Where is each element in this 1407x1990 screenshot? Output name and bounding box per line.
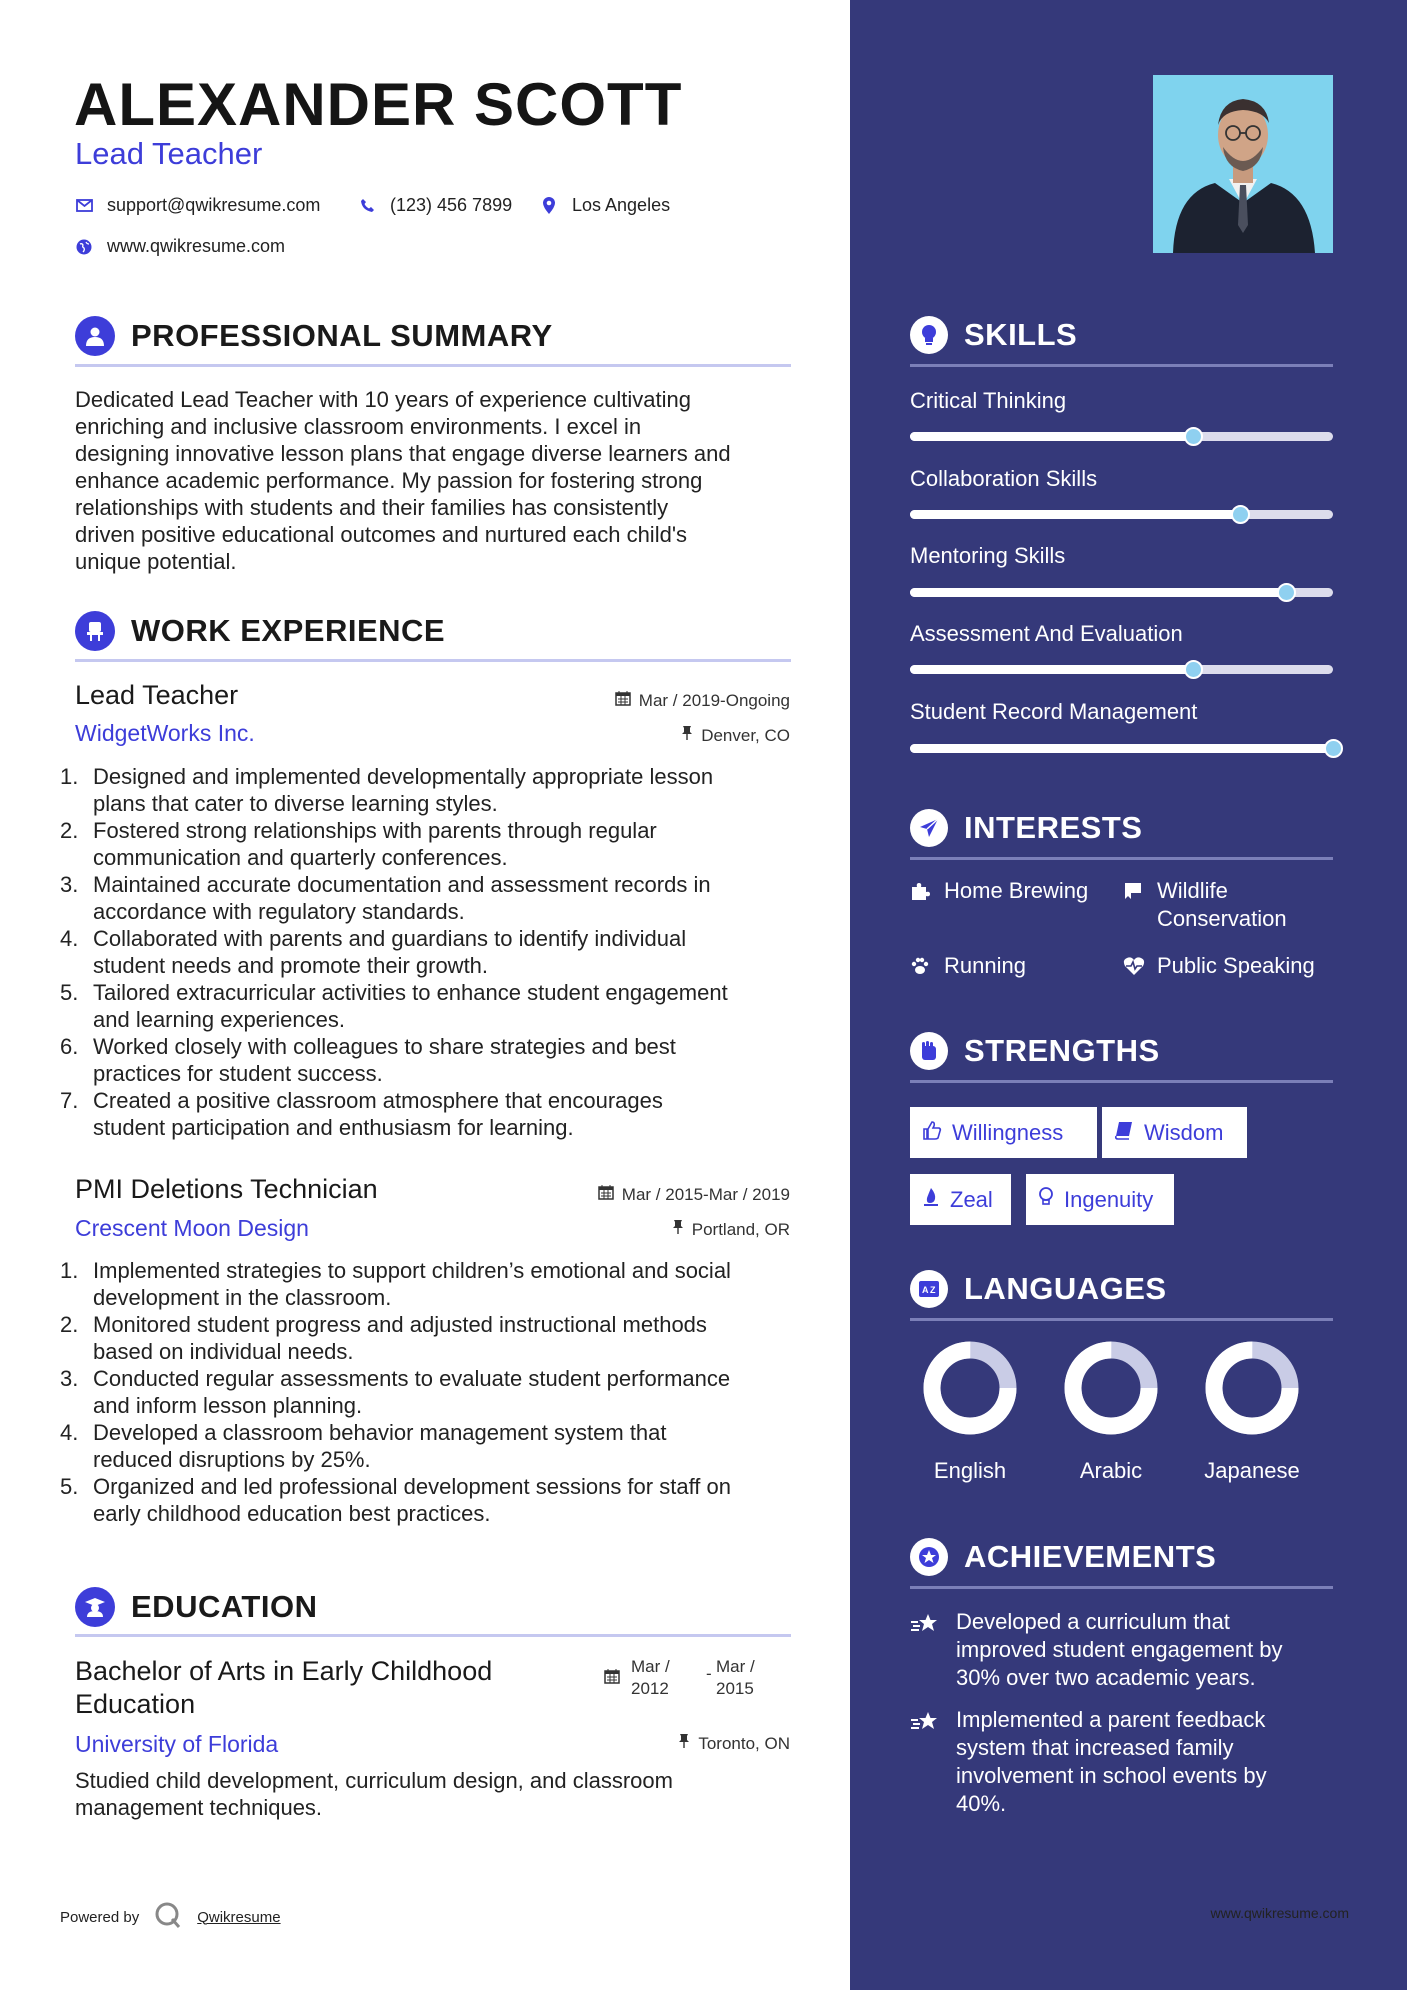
strength-tag: Ingenuity <box>1026 1174 1174 1225</box>
fist-icon <box>910 1032 948 1070</box>
globe-icon <box>75 238 93 256</box>
flag-icon <box>1123 877 1145 933</box>
skill-label: Assessment And Evaluation <box>910 621 1183 646</box>
svg-text:A: A <box>922 1285 929 1295</box>
user-icon <box>75 316 115 356</box>
skill-bar[interactable] <box>910 744 1333 753</box>
job-1-title: Lead Teacher <box>75 680 239 710</box>
skill-bar-fill <box>910 588 1286 597</box>
shooting-star-icon <box>910 1608 942 1692</box>
experience-heading <box>75 611 445 651</box>
list-item: 5. Tailored extracurricular activities to enhance student engagement and learning experiences. <box>60 980 728 1032</box>
thumbs-up-icon <box>922 1120 942 1146</box>
strengths-title: STRENGTHS <box>964 1033 1160 1068</box>
fire-icon <box>922 1187 940 1213</box>
summary-heading <box>75 316 553 356</box>
summary-line: enriching and inclusive classroom environments. I excel in <box>75 414 642 439</box>
languages-divider <box>910 1318 1333 1321</box>
list-item: 6. Worked closely with colleagues to share strategies and best practices for student success. <box>60 1034 676 1086</box>
email-text: support@qwikresume.com <box>107 195 321 215</box>
language-label: Arabic <box>1079 1458 1143 1483</box>
skill-knob[interactable] <box>1231 505 1250 524</box>
pushpin-icon <box>678 1733 690 1754</box>
list-item: 3. Conducted regular assessments to evaluate student performance and inform lesson planning. <box>60 1366 731 1418</box>
education-description: Studied child development, curriculum design, and classroom management techniques. <box>75 1768 673 1820</box>
map-pin-icon <box>540 197 558 215</box>
skill-bar[interactable] <box>910 510 1333 519</box>
skill-knob[interactable] <box>1324 739 1343 758</box>
skill-bar[interactable] <box>910 665 1333 674</box>
skill-label: Student Record Management <box>910 699 1198 724</box>
edu-start-date: Mar / 2012 <box>631 1657 670 1698</box>
summary-line: unique potential. <box>75 549 237 574</box>
phone-icon <box>358 197 376 215</box>
edu-date-dash: - <box>706 1664 712 1683</box>
job-1-date <box>615 690 790 711</box>
interests-divider <box>910 857 1333 860</box>
interest-item: Home Brewing <box>910 877 1088 908</box>
job-2-date <box>598 1184 790 1205</box>
achievements-heading <box>910 1538 1216 1576</box>
education-title: EDUCATION <box>131 1589 318 1624</box>
job-2-title: PMI Deletions Technician <box>75 1174 378 1204</box>
skill-bar[interactable] <box>910 432 1333 441</box>
envelope-icon <box>75 197 93 215</box>
strengths-heading <box>910 1032 1160 1070</box>
language-label: English <box>933 1458 1007 1483</box>
achievement-item: Implemented a parent feedback system that increased family involvement in school events by 40%. <box>910 1706 1330 1818</box>
list-item: 2. Monitored student progress and adjusted instructional methods based on individual needs. <box>60 1312 707 1364</box>
interests-heading <box>910 809 1142 847</box>
experience-divider <box>75 659 791 662</box>
list-item: 7. Created a positive classroom atmosphere that encourages student participation and enthusiasm for learning. <box>60 1088 663 1140</box>
summary-text <box>75 386 795 575</box>
heartbeat-icon <box>1123 952 1145 983</box>
list-item: 3. Maintained accurate documentation and assessment records in accordance with regulatory standards. <box>60 872 711 924</box>
interest-item: Public Speaking <box>1123 952 1315 983</box>
skill-bar[interactable] <box>910 588 1333 597</box>
school-location <box>678 1733 790 1754</box>
list-item: 2. Fostered strong relationships with parents through regular communication and quarterly conferences. <box>60 818 657 870</box>
strength-tag: Wisdom <box>1102 1107 1247 1158</box>
translate-icon <box>910 1270 948 1308</box>
phone-text: (123) 456 7899 <box>390 195 513 215</box>
list-item: 4. Collaborated with parents and guardians to identify individual student needs and promote their growth. <box>60 926 687 978</box>
contact-email[interactable] <box>75 195 320 216</box>
skill-bar-fill <box>910 510 1240 519</box>
list-item: 1. Implemented strategies to support children’s emotional and social development in the classroom. <box>60 1258 731 1310</box>
summary-line: driven positive educational outcomes and nurtured each child's <box>75 522 688 547</box>
experience-title: WORK EXPERIENCE <box>131 613 446 648</box>
puzzle-icon <box>910 877 932 908</box>
summary-title: PROFESSIONAL SUMMARY <box>131 318 553 353</box>
calendar-icon <box>615 690 631 711</box>
education-heading <box>75 1587 317 1627</box>
strength-tag: Willingness <box>910 1107 1097 1158</box>
pushpin-icon <box>672 1219 684 1240</box>
language-donut <box>1051 1340 1171 1440</box>
pushpin-icon <box>681 725 693 746</box>
job-2-company: Crescent Moon Design <box>75 1215 309 1241</box>
powered-by <box>60 1900 281 1934</box>
school-name: University of Florida <box>75 1731 279 1757</box>
job-1-location-text: Denver, CO <box>701 725 790 745</box>
powered-by-text: Powered by <box>60 1908 140 1926</box>
star-badge-icon <box>910 1538 948 1576</box>
skills-title: SKILLS <box>964 317 1078 352</box>
summary-line: designing innovative lesson plans that engage diverse learners and <box>75 441 731 466</box>
footer-url[interactable]: www.qwikresume.com <box>1210 1905 1349 1921</box>
contact-website[interactable] <box>75 236 285 257</box>
job-1-location <box>681 725 790 746</box>
language-donut <box>910 1340 1030 1440</box>
summary-divider <box>75 364 791 367</box>
website-text: www.qwikresume.com <box>107 236 286 256</box>
job-title: Lead Teacher <box>75 136 263 171</box>
summary-line: Dedicated Lead Teacher with 10 years of experience cultivating <box>75 387 691 412</box>
lightbulb-icon <box>1038 1187 1054 1213</box>
profile-photo <box>1153 75 1333 253</box>
job-1-company: WidgetWorks Inc. <box>75 720 255 746</box>
edu-end-date: Mar / 2015 <box>716 1657 755 1698</box>
shooting-star-icon <box>910 1706 942 1818</box>
languages-heading <box>910 1270 1167 1308</box>
job-2-location-text: Portland, OR <box>691 1219 790 1239</box>
book-icon <box>1114 1120 1134 1146</box>
skills-divider <box>910 364 1333 367</box>
skill-bar-fill <box>910 744 1333 753</box>
svg-text:Z: Z <box>930 1285 936 1295</box>
skill-label: Collaboration Skills <box>910 466 1098 491</box>
interest-item: Running <box>910 952 1026 983</box>
job-1-date-text: Mar / 2019-Ongoing <box>638 690 790 710</box>
strengths-divider <box>910 1080 1333 1083</box>
list-item: 4. Developed a classroom behavior management system that reduced disruptions by 25%. <box>60 1420 667 1472</box>
contact-phone[interactable] <box>358 195 512 216</box>
job-2-location <box>672 1219 790 1240</box>
summary-line: relationships with students and their families has consistently <box>75 495 669 520</box>
school-location-text: Toronto, ON <box>698 1733 790 1753</box>
education-divider <box>75 1634 791 1637</box>
job-2-bullets <box>60 1257 795 1527</box>
contact-location <box>540 195 670 216</box>
language-item <box>1051 1340 1171 1445</box>
skill-label: Mentoring Skills <box>910 543 1066 568</box>
skill-label: Critical Thinking <box>910 388 1067 413</box>
skill-bar-fill <box>910 432 1193 441</box>
language-item <box>910 1340 1030 1445</box>
summary-line: enhance academic performance. My passion for fostering strong <box>75 468 703 493</box>
language-donut <box>1192 1340 1312 1440</box>
skill-bar-fill <box>910 665 1193 674</box>
interests-title: INTERESTS <box>964 810 1143 845</box>
qwikresume-logo-icon <box>153 1900 183 1934</box>
skills-heading <box>910 316 1077 354</box>
interest-item: Wildlife Conservation <box>1123 877 1287 933</box>
language-label: Japanese <box>1204 1458 1300 1483</box>
achievements-title: ACHIEVEMENTS <box>964 1539 1217 1574</box>
calendar-icon <box>604 1668 620 1689</box>
job-2-date-text: Mar / 2015-Mar / 2019 <box>621 1184 790 1204</box>
calendar-icon <box>598 1184 614 1205</box>
strength-tag: Zeal <box>910 1174 1011 1225</box>
lightbulb-icon <box>910 316 948 354</box>
candidate-name: ALEXANDER SCOTT <box>74 71 683 138</box>
language-item <box>1192 1340 1312 1445</box>
paper-plane-icon <box>910 809 948 847</box>
location-text: Los Angeles <box>572 195 671 215</box>
achievements-divider <box>910 1586 1333 1589</box>
paw-icon <box>910 952 932 983</box>
list-item: 1. Designed and implemented developmentally appropriate lesson plans that cater to diverse learning styles. <box>60 764 714 816</box>
graduate-icon <box>75 1587 115 1627</box>
brand-link[interactable]: Qwikresume <box>197 1908 281 1926</box>
degree-title: Bachelor of Arts in Early Childhood Education <box>75 1656 493 1719</box>
achievement-item: Developed a curriculum that improved student engagement by 30% over two academic years. <box>910 1608 1330 1692</box>
languages-title: LANGUAGES <box>964 1271 1167 1306</box>
list-item: 5. Organized and led professional development sessions for staff on early childhood education best practices. <box>60 1474 731 1526</box>
chair-icon <box>75 611 115 651</box>
job-1-bullets <box>60 763 795 1141</box>
